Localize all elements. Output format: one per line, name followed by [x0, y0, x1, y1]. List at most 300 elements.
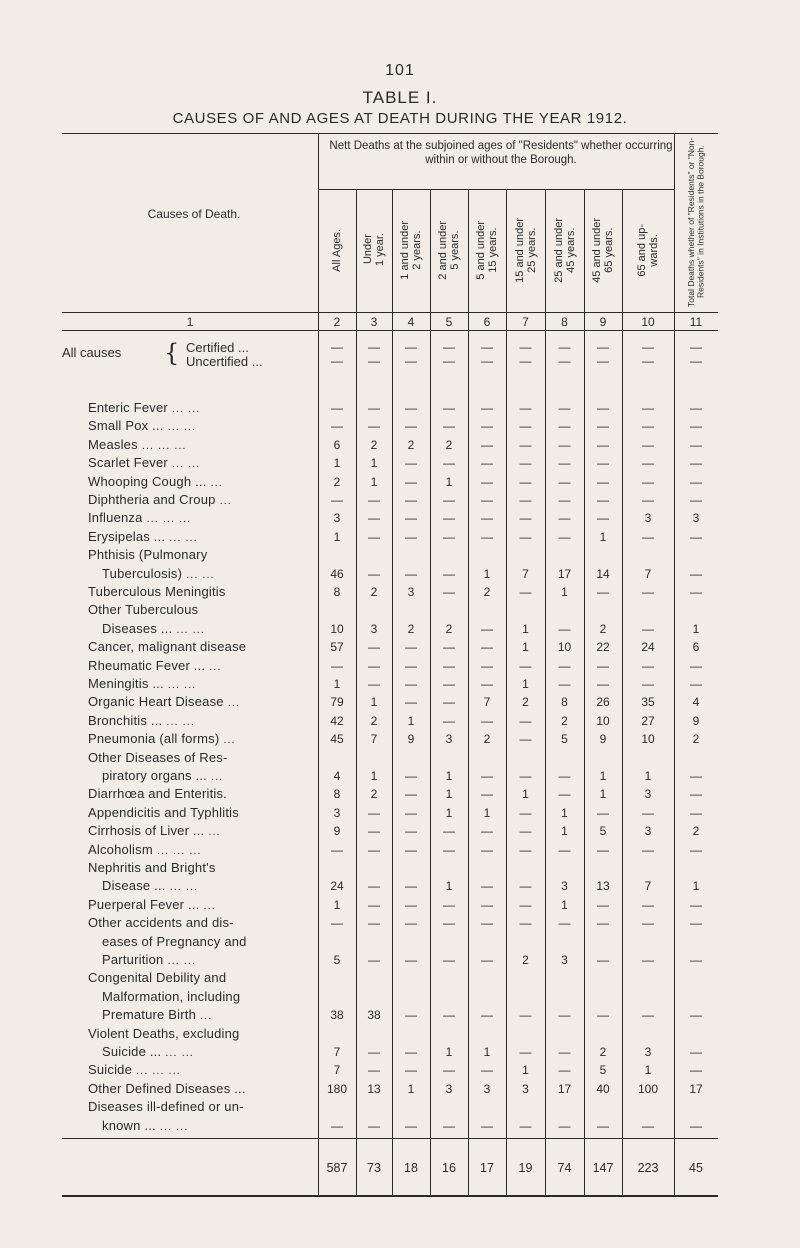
table-cell: — [642, 456, 654, 471]
table-cell: 7 [370, 732, 378, 747]
leader-dots: ... ... [165, 531, 198, 544]
table-cell: — [690, 566, 702, 581]
cause-text: Alcoholism [88, 841, 153, 857]
table-cell: 2 [692, 824, 700, 839]
table-cell: — [331, 493, 343, 507]
column-number: 5 [445, 315, 453, 329]
table-cell: 180 [326, 1081, 348, 1096]
horizontal-rule [62, 330, 718, 331]
table-cell: — [405, 1118, 417, 1133]
table-cell: — [519, 879, 532, 894]
table-cell: 1 [333, 897, 341, 912]
age-column-header: 45 and under 65 years. [591, 217, 615, 283]
cause-label [102, 1044, 194, 1059]
certified-label: Certified ... [186, 340, 249, 355]
table-cell: 4 [692, 695, 700, 710]
leader-dots: ... ... [162, 715, 195, 728]
table-cell: — [642, 585, 654, 599]
nett-deaths-header: Nett Deaths at the subjoined ages of "Residents" whether occurring within or without the Borough. [329, 140, 673, 166]
table-cell: — [481, 456, 493, 471]
table-cell: 2 [333, 474, 341, 489]
table-cell: — [481, 340, 493, 354]
cause-label [88, 731, 236, 746]
age-column-header: Under 1 year. [362, 233, 386, 267]
cause-text: Nephritis and Bright's [88, 860, 216, 875]
table-cell: — [597, 916, 609, 931]
cause-text: Suicide [88, 1062, 133, 1078]
cause-text: Cirrhosis of Liver ... [88, 823, 205, 839]
table-cell: 1 [522, 677, 529, 691]
table-cell: 1 [333, 529, 341, 544]
table-cell: — [690, 1063, 702, 1078]
table-cell: 1 [333, 677, 341, 691]
table-cell: — [368, 529, 380, 544]
table-cell: — [558, 474, 571, 489]
leader-dots: ... ... [182, 568, 215, 581]
cause-text: Parturition [102, 952, 164, 967]
cause-text: Scarlet Fever [88, 455, 168, 471]
table-cell: — [690, 769, 702, 783]
table-cell: — [558, 842, 571, 857]
table-cell: — [481, 787, 493, 802]
table-title: TABLE I. [362, 88, 438, 107]
leader-dots: ... [196, 1010, 213, 1023]
cause-label [88, 897, 216, 912]
table-cell: 2 [561, 713, 568, 728]
cause-label [88, 639, 246, 654]
table-cell: — [481, 879, 493, 894]
column-number: 2 [333, 315, 341, 329]
table-cell: 1 [445, 769, 453, 783]
table-cell: 57 [330, 640, 344, 655]
table-cell: — [558, 493, 571, 507]
table-cell: 5 [333, 953, 341, 967]
cause-label [88, 1026, 239, 1041]
table-cell: — [481, 1063, 493, 1078]
table-cell: — [690, 474, 702, 489]
table-cell: — [558, 340, 571, 354]
cause-label [88, 602, 198, 617]
table-cell: — [597, 493, 609, 507]
table-cell: — [443, 566, 455, 581]
cause-label [88, 455, 200, 470]
cause-label [88, 400, 200, 415]
table-cell: — [558, 787, 571, 802]
table-cell: — [642, 419, 654, 434]
table-cell: — [443, 953, 455, 967]
table-cell: — [642, 401, 654, 415]
column-number: 9 [599, 315, 607, 329]
cause-text: known ... [102, 1117, 156, 1133]
leader-dots: ... ... ... [132, 1065, 181, 1078]
table-row [0, 970, 800, 987]
table-cell: — [405, 879, 417, 894]
table-row [0, 731, 800, 748]
table-cell: — [642, 953, 654, 967]
table-cell: 45 [330, 732, 344, 747]
table-cell: — [368, 354, 380, 368]
cause-text: Diarrhœa and Enteritis. [88, 786, 227, 802]
table-row [0, 989, 800, 1006]
page-number: 101 [385, 62, 415, 79]
total-cell: 19 [518, 1161, 533, 1175]
causes-header: Causes of Death. [147, 207, 241, 221]
cause-text: piratory organs ... [102, 768, 207, 783]
column-number: 11 [689, 315, 703, 329]
table-cell: 2 [445, 621, 453, 636]
table-cell: — [690, 1045, 702, 1059]
table-cell: 3 [483, 1081, 491, 1096]
table-cell: — [368, 658, 380, 673]
table-cell: — [519, 805, 532, 820]
cause-text: Whooping Cough ... [88, 473, 207, 489]
table-cell: 3 [445, 1081, 453, 1096]
cause-label [88, 547, 207, 562]
table-cell: — [642, 1118, 654, 1133]
horizontal-rule [318, 189, 674, 190]
table-cell: — [368, 897, 380, 912]
table-row [0, 842, 800, 859]
table-cell: — [443, 640, 455, 655]
table-cell: — [597, 897, 609, 912]
leader-dots: ... [206, 476, 223, 489]
table-cell: 6 [333, 437, 341, 452]
table-cell: 2 [522, 695, 529, 710]
table-cell: 13 [596, 879, 610, 894]
column-number: 6 [483, 315, 491, 329]
table-cell: — [519, 401, 532, 415]
table-cell: — [519, 713, 532, 728]
table-cell: — [368, 805, 380, 820]
table-cell: — [405, 769, 417, 783]
table-cell: — [405, 493, 417, 507]
horizontal-rule [62, 312, 718, 313]
table-cell: 3 [333, 805, 341, 820]
table-cell: — [642, 897, 654, 912]
table-cell: — [690, 354, 702, 368]
table-cell: 1 [692, 879, 700, 894]
table-cell: — [558, 621, 571, 636]
table-cell: 2 [445, 437, 453, 452]
table-row [0, 418, 800, 435]
total-deaths-header: Total Deaths whether of "Residents" or "Non-Residents" in Institutions in the Borough. [685, 137, 705, 307]
table-row [0, 1118, 800, 1135]
age-column-header: 25 and under 45 years. [552, 217, 577, 283]
table-cell: — [405, 419, 417, 434]
table-subtitle: CAUSES OF AND AGES AT DEATH DURING THE YEAR 1912. [172, 110, 628, 127]
cause-label [102, 1007, 212, 1022]
table-cell: 1 [483, 805, 491, 820]
table-cell: 1 [644, 1063, 652, 1078]
table-row [0, 934, 800, 951]
table-cell: — [519, 419, 532, 434]
leader-dots: ... [223, 697, 240, 710]
table-cell: — [481, 419, 493, 434]
table-cell: — [405, 511, 417, 526]
table-cell: — [558, 1045, 571, 1059]
cause-text: Influenza [88, 510, 143, 526]
table-cell: — [443, 529, 455, 544]
table-row [0, 823, 800, 840]
table-cell: — [405, 1045, 417, 1059]
table-cell: — [597, 805, 609, 820]
table-cell: 100 [637, 1081, 659, 1096]
table-cell: — [443, 340, 455, 354]
age-column-header: 65 and up- wards. [636, 223, 660, 277]
cause-label [88, 1099, 244, 1114]
table-cell: 10 [596, 713, 610, 728]
table-cell: — [443, 916, 455, 931]
table-row [0, 437, 800, 454]
table-cell: 17 [557, 566, 572, 581]
table-cell: 8 [561, 695, 568, 710]
cause-label [102, 1118, 188, 1133]
table-cell: — [690, 677, 702, 691]
cause-label [88, 786, 227, 801]
table-cell: — [481, 769, 493, 783]
table-cell: 3 [407, 585, 415, 599]
table-cell: — [597, 1118, 609, 1133]
table-cell: 1 [370, 456, 378, 471]
cause-label [88, 529, 198, 544]
column-number: 10 [641, 315, 655, 329]
leader-dots: ... [204, 826, 221, 839]
table-cell: — [481, 640, 493, 655]
table-cell: 17 [689, 1081, 703, 1096]
table-cell: — [405, 658, 417, 673]
table-row [0, 860, 800, 877]
table-cell: 2 [407, 621, 415, 636]
cause-text: Small Pox ... [88, 418, 164, 434]
table-cell: — [519, 493, 532, 507]
table-cell: 1 [483, 566, 491, 581]
leader-dots: ... [199, 899, 216, 912]
cause-label [88, 750, 228, 765]
table-cell: — [481, 1008, 493, 1023]
table-cell: 2 [522, 953, 529, 967]
table-cell: — [690, 916, 702, 931]
cause-text: Diseases ill-defined or un- [88, 1099, 244, 1115]
table-cell: — [642, 677, 654, 691]
table-cell: 7 [333, 1063, 341, 1078]
table-cell: — [690, 437, 702, 452]
table-cell: — [405, 677, 417, 691]
table-cell: — [405, 695, 417, 710]
leader-dots: ... [205, 660, 222, 673]
table-row [0, 1026, 800, 1043]
table-cell: 2 [370, 787, 378, 802]
table-row [0, 400, 800, 417]
table-cell: 1 [445, 805, 453, 820]
cause-label [88, 842, 202, 857]
table-cell: — [597, 456, 609, 471]
table-cell: 2 [370, 437, 378, 452]
table-cell: — [443, 1008, 455, 1023]
table-row [0, 676, 800, 693]
table-cell: — [443, 354, 455, 368]
table-cell: — [405, 1008, 417, 1023]
table-cell: — [368, 566, 380, 581]
cause-label [88, 418, 196, 433]
table-cell: 1 [522, 787, 529, 802]
table-cell: 2 [483, 585, 491, 599]
table-cell: 1 [599, 529, 607, 544]
table-cell: 10 [557, 640, 572, 655]
cause-label [102, 989, 240, 1004]
table-row [0, 694, 800, 711]
totals-row [0, 1160, 800, 1177]
total-cell: 17 [480, 1161, 494, 1175]
table-cell: 7 [644, 566, 652, 581]
table-cell: — [405, 805, 417, 820]
table-cell: — [481, 621, 493, 636]
table-cell: — [558, 529, 571, 544]
table-cell: — [368, 842, 380, 857]
table-cell: — [443, 419, 455, 434]
table-cell: 10 [330, 621, 344, 636]
table-cell: 1 [407, 713, 415, 728]
table-cell: 6 [692, 640, 700, 655]
table-cell: — [481, 953, 493, 967]
table-cell: — [368, 511, 380, 526]
table-cell: 9 [692, 713, 700, 728]
table-cell: 4 [333, 769, 341, 783]
table-cell: — [690, 456, 702, 471]
cause-label [88, 805, 239, 820]
table-cell: — [642, 474, 654, 489]
table-cell: 1 [599, 787, 607, 802]
table-cell: 1 [599, 769, 607, 783]
table-cell: — [519, 1008, 532, 1023]
table-cell: 5 [599, 1063, 607, 1078]
cause-text: Premature Birth [102, 1007, 197, 1023]
table-cell: — [481, 677, 493, 691]
table-cell: — [368, 677, 380, 691]
table-cell: — [642, 916, 654, 931]
table-row [0, 878, 800, 895]
horizontal-rule [62, 1195, 718, 1197]
table-cell: — [642, 805, 654, 820]
table-cell: — [690, 340, 702, 354]
table-row [0, 474, 800, 491]
table-cell: — [597, 585, 609, 599]
leader-dots: ... ... ... [137, 439, 187, 452]
table-cell: — [519, 437, 532, 452]
table-cell: — [690, 658, 702, 673]
total-cell: 74 [557, 1161, 572, 1175]
cause-text: Suicide ... [102, 1044, 162, 1059]
table-cell: 26 [596, 695, 610, 710]
leader-dots: ... ... [167, 403, 201, 415]
table-cell: — [558, 916, 571, 931]
cause-text: Puerperal Fever ... [88, 896, 200, 912]
table-cell: — [368, 1045, 380, 1059]
table-row [0, 602, 800, 619]
table-cell: — [690, 953, 702, 967]
table-row [0, 584, 800, 601]
table-cell: — [368, 1118, 380, 1133]
total-cell: 16 [442, 1161, 456, 1175]
table-cell: — [690, 585, 702, 599]
table-cell: — [481, 824, 493, 839]
table-cell: 2 [599, 621, 607, 636]
table-cell: 1 [370, 695, 378, 710]
table-cell: — [481, 437, 493, 452]
table-cell: — [443, 824, 455, 839]
total-cell: 18 [404, 1161, 418, 1175]
cause-label [102, 878, 198, 893]
table-cell: 3 [561, 953, 568, 967]
leader-dots: ... ... [167, 458, 201, 471]
table-cell: 17 [557, 1081, 572, 1096]
table-cell: 1 [561, 824, 568, 839]
cause-label [88, 1062, 181, 1077]
cause-label [88, 510, 191, 525]
table-cell: — [443, 658, 455, 673]
table-cell: — [481, 916, 493, 931]
table-cell: 5 [561, 732, 568, 747]
cause-text: Other Tuberculous [88, 602, 199, 618]
table-cell: — [690, 1118, 702, 1133]
table-cell: — [519, 1045, 532, 1059]
table-cell: — [405, 354, 417, 368]
table-cell: — [443, 713, 455, 728]
table-cell: — [331, 401, 343, 415]
cause-text: Organic Heart Disease [88, 694, 224, 710]
cause-label [88, 492, 232, 507]
table-cell: — [519, 529, 532, 544]
cause-text: Rheumatic Fever ... [88, 657, 206, 673]
column-number: 8 [561, 315, 568, 329]
table-cell: 3 [692, 511, 700, 526]
table-cell: — [443, 511, 455, 526]
cause-label [88, 860, 216, 875]
table-cell: — [519, 897, 532, 912]
table-cell: 1 [561, 897, 568, 912]
brace-glyph: { [164, 339, 180, 367]
table-cell: — [597, 677, 609, 691]
leader-dots: ... [215, 495, 232, 507]
table-cell: — [558, 437, 571, 452]
table-cell: — [368, 493, 380, 507]
table-cell: — [519, 824, 532, 839]
table-cell: 2 [407, 437, 415, 452]
table-cell: — [642, 354, 654, 368]
table-cell: — [690, 529, 702, 544]
cause-label [88, 437, 187, 452]
table-cell: 1 [370, 769, 378, 783]
cause-text: Other Diseases of Res- [88, 749, 228, 765]
table-cell: — [597, 401, 609, 415]
leader-dots: ... ... ... [142, 513, 192, 526]
table-cell: — [597, 340, 609, 354]
table-cell: 2 [370, 585, 378, 599]
table-cell: — [642, 493, 654, 507]
table-cell: — [405, 787, 417, 802]
table-cell: — [597, 354, 609, 368]
table-cell: — [368, 879, 380, 894]
table-cell: 2 [483, 732, 491, 747]
table-cell: — [642, 1008, 654, 1023]
age-column-header: 2 and under 5 years. [437, 220, 461, 280]
table-cell: — [642, 437, 654, 452]
column-number: 3 [370, 315, 378, 329]
table-cell: — [368, 640, 380, 655]
cause-text: Disease ... [102, 878, 166, 894]
table-cell: 13 [367, 1081, 381, 1096]
cause-label [88, 676, 196, 691]
table-cell: — [519, 511, 532, 526]
